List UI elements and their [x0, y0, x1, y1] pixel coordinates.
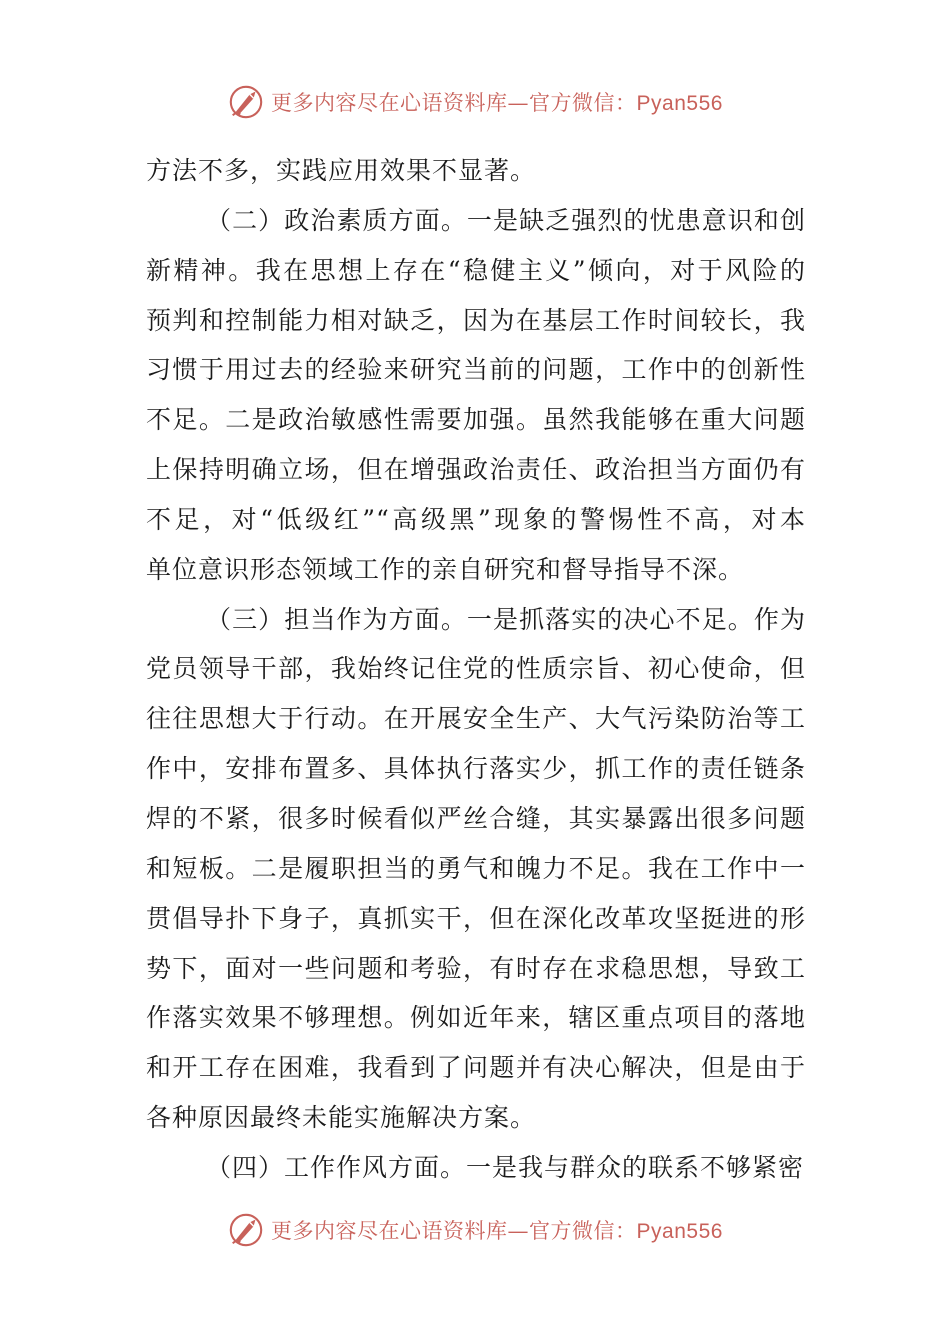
paragraph — [146, 595, 806, 1143]
paragraph-line: （二）政治素质方面。一是缺乏强烈的忧患意识和创 — [206, 205, 806, 235]
paragraph-line: 各种原因最终未能实施解决方案。 — [146, 1103, 537, 1133]
paragraph-line: 不足。二是政治敏感性需要加强。虽然我能够在重大问题 — [146, 405, 806, 435]
paragraph-line: 方法不多，实践应用效果不显著。 — [146, 156, 537, 185]
paragraph — [146, 196, 806, 595]
banner-text: 更多内容尽在心语资料库—官方微信：Pyan556 — [271, 91, 723, 115]
header-banner — [0, 80, 950, 124]
paragraph-line: 习惯于用过去的经验来研究当前的问题，工作中的创新性 — [146, 355, 806, 385]
paragraph-line: （四）工作作风方面。一是我与群众的联系不够紧密 — [206, 1152, 805, 1182]
pen-nib-circle-icon — [227, 83, 265, 121]
paragraph-line: 不足，对“低级红”“高级黑”现象的警惕性不高，对本 — [146, 504, 806, 534]
wechat-id: Pyan556 — [636, 1220, 723, 1243]
footer-banner — [0, 1208, 950, 1252]
paragraph-line: 单位意识形态领域工作的亲自研究和督导指导不深。 — [146, 554, 745, 584]
banner-text: 更多内容尽在心语资料库—官方微信：Pyan556 — [271, 1219, 723, 1243]
document-body — [146, 146, 806, 1193]
paragraph-line: 上保持明确立场，但在增强政治责任、政治担当方面仍有 — [146, 455, 806, 485]
paragraph-line: 和短板。二是履职担当的勇气和魄力不足。我在工作中一 — [146, 853, 806, 883]
paragraph-line: 预判和控制能力相对缺乏，因为在基层工作时间较长，我 — [146, 305, 806, 335]
paragraph-line: 焊的不紧，很多时候看似严丝合缝，其实暴露出很多问题 — [146, 803, 806, 833]
pen-nib-circle-icon — [227, 1211, 265, 1249]
paragraph-line: 势下，面对一些问题和考验，有时存在求稳思想，导致工 — [146, 953, 806, 983]
paragraph-line: 往往思想大于行动。在开展安全生产、大气污染防治等工 — [146, 704, 806, 734]
paragraph-line: 贯倡导扑下身子，真抓实干，但在深化改革攻坚挺进的形 — [146, 903, 806, 933]
paragraph-line: 新精神。我在思想上存在“稳健主义”倾向，对于风险的 — [146, 255, 806, 285]
paragraph-line: 党员领导干部，我始终记住党的性质宗旨、初心使命，但 — [146, 654, 806, 684]
paragraph-line: 作中，安排布置多、具体执行落实少，抓工作的责任链条 — [146, 754, 806, 784]
paragraph-line: （三）担当作为方面。一是抓落实的决心不足。作为 — [206, 604, 806, 634]
wechat-id: Pyan556 — [636, 92, 723, 115]
paragraph — [146, 1143, 806, 1193]
paragraph-line: 和开工存在困难，我看到了问题并有决心解决，但是由于 — [146, 1053, 806, 1083]
paragraph-line: 作落实效果不够理想。例如近年来，辖区重点项目的落地 — [146, 1003, 806, 1033]
paragraph — [146, 146, 806, 196]
